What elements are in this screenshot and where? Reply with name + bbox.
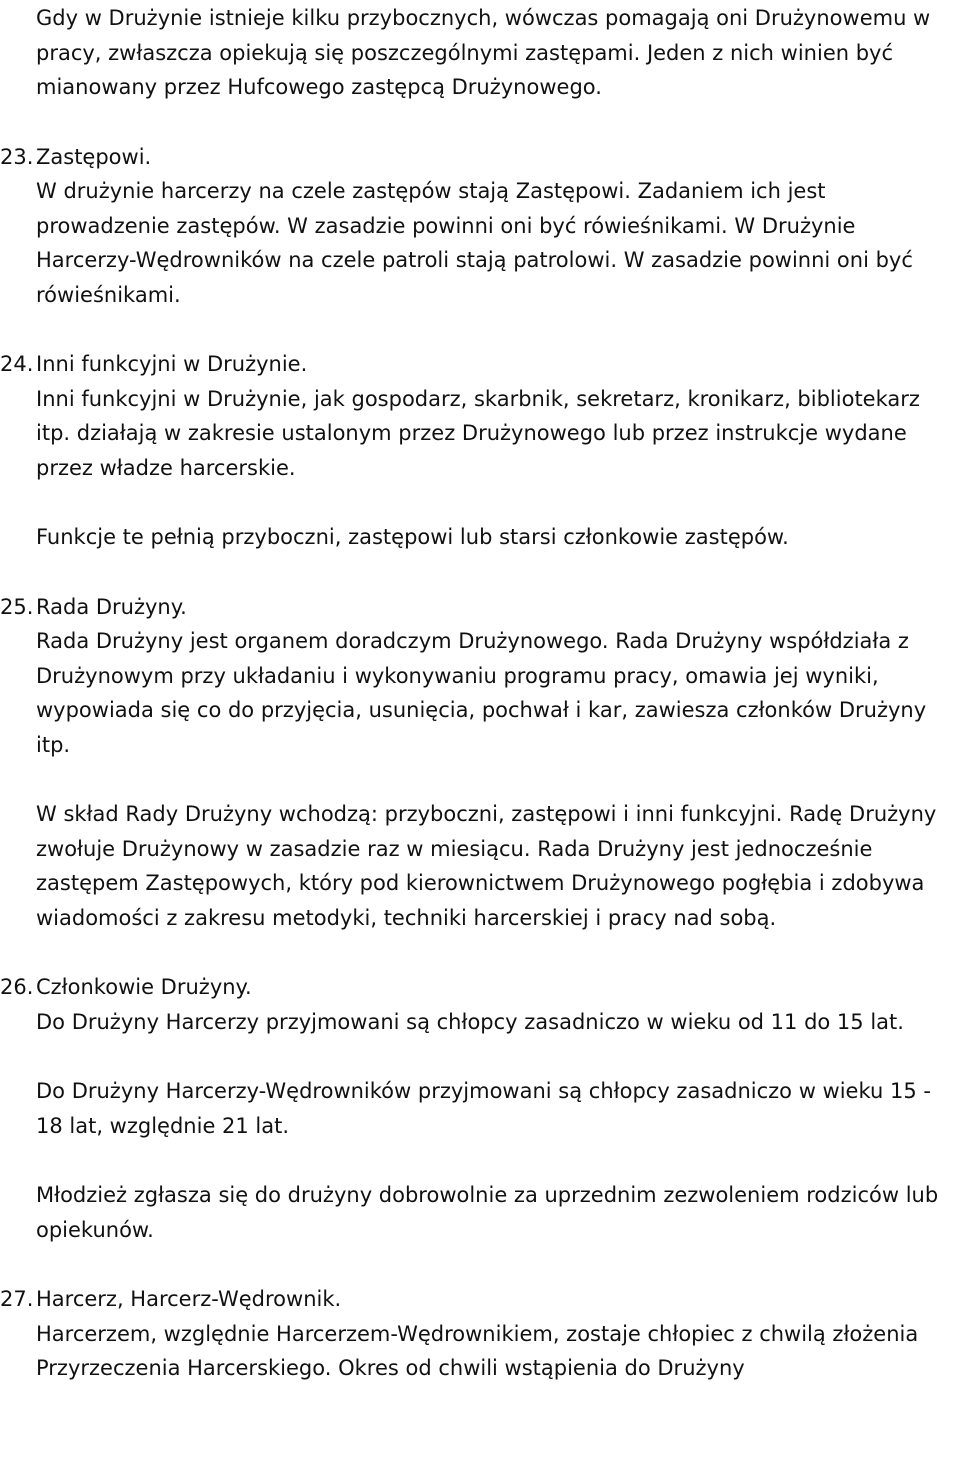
section-number: 25.: [0, 594, 34, 619]
section-paragraph: Funkcje te pełnią przyboczni, zastępowi lub starsi członkowie zastępów.: [36, 525, 789, 549]
section-paragraph: Inni funkcyjni w Drużynie, jak gospodarz, skarbnik, sekretarz, kronikarz, bibliotekarz itp. działają w zakresie ustalonym przez Drużynowego lub przez instrukcje wydane przez władze harcerskie.: [36, 386, 920, 480]
section-title: Rada Drużyny.: [36, 594, 187, 619]
section-paragraph: Do Drużyny Harcerzy przyjmowani są chłopcy zasadniczo w wieku od 11 do 15 lat.: [36, 1009, 904, 1034]
spacer: [36, 935, 946, 970]
spacer: [36, 1247, 946, 1282]
section-title: Inni funkcyjni w Drużynie.: [36, 352, 308, 376]
section-title: Członkowie Drużyny.: [36, 975, 252, 999]
section-paragraph: W drużynie harcerzy na czele zastępów stają Zastępowi. Zadaniem ich jest prowadzenie zastępów. W zasadzie powinni oni być rówieśnikami. W Drużynie Harcerzy-Wędrowników na czele patroli stają patrolowi. W zasadzie powinni oni być rówieśnikami.: [36, 179, 913, 307]
section-paragraph: Młodzież zgłasza się do drużyny dobrowolnie za uprzednim zezwoleniem rodziców lub opiekunów.: [36, 1183, 939, 1242]
spacer: [36, 555, 946, 590]
section-title: Harcerz, Harcerz-Wędrownik.: [36, 1287, 342, 1311]
section-number: 23.: [0, 144, 34, 169]
spacer: [36, 105, 946, 140]
section-24: [0, 347, 946, 555]
spacer: [36, 1143, 946, 1178]
spacer: [36, 312, 946, 347]
section-26: [0, 970, 946, 1247]
section-number: 24.: [0, 352, 34, 376]
intro-paragraph: Gdy w Drużynie istnieje kilku przybocznych, wówczas pomagają oni Drużynowemu w pracy, zwłaszcza opiekują się poszczególnymi zastępami. Jeden z nich winien być mianowany przez Hufcowego zastępcą Drużynowego.: [36, 6, 931, 99]
section-paragraph: Do Drużyny Harcerzy-Wędrowników przyjmowani są chłopcy zasadniczo w wieku 15 - 18 lat, względnie 21 lat.: [36, 1079, 931, 1138]
section-number: 27.: [0, 1287, 34, 1311]
spacer: [36, 1039, 946, 1074]
section-number: 26.: [0, 975, 34, 999]
section-paragraph: Rada Drużyny jest organem doradczym Drużynowego. Rada Drużyny współdziała z Drużynowym przy układaniu i wykonywaniu programu pracy, omawia jej wyniki, wypowiada się co do przyjęcia, usunięcia, pochwał i kar, zawiesza członków Drużyny itp.: [36, 629, 927, 757]
section-paragraph: W skład Rady Drużyny wchodzą: przyboczni, zastępowi i inni funkcyjni. Radę Drużyny zwołuje Drużynowy w zasadzie raz w miesiącu. Rada Drużyny jest jednocześnie zastępem Zastępowych, który pod kierownictwem Drużynowego pogłębia i zdobywa wiadomości z zakresu metodyki, techniki harcerskiej i pracy nad sobą.: [36, 802, 937, 930]
section-title: Zastępowi.: [36, 144, 152, 169]
section-paragraph: Harcerzem, względnie Harcerzem-Wędrownikiem, zostaje chłopiec z chwilą złożenia Przyrzeczenia Harcerskiego. Okres od chwili wstąpienia do Drużyny: [36, 1321, 919, 1380]
section-27: [0, 1282, 946, 1386]
document-body: [0, 1, 946, 1386]
section-23: [0, 140, 946, 313]
spacer: [36, 485, 946, 520]
spacer: [36, 762, 946, 797]
section-25: [0, 590, 946, 936]
